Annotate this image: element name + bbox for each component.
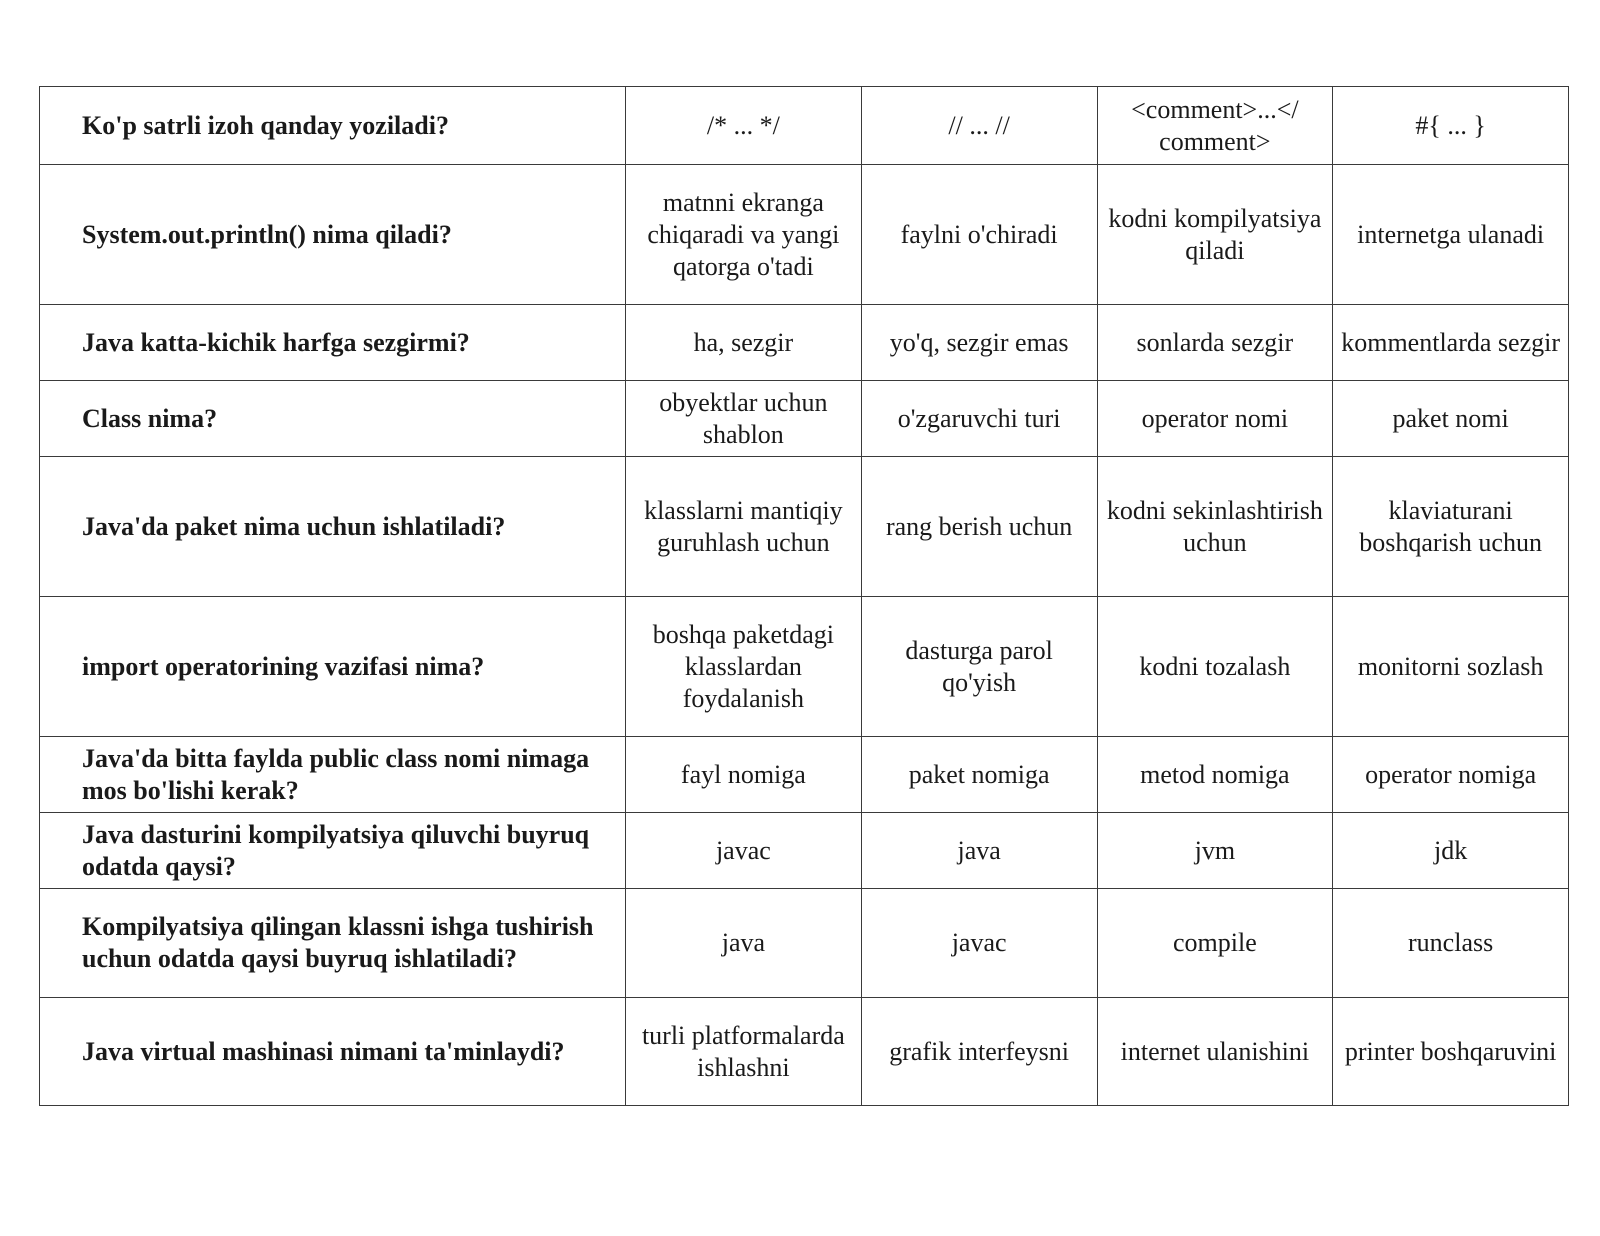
quiz-table <box>39 86 1569 1106</box>
answer-option-cell: javac <box>626 813 862 889</box>
answer-option-cell: monitorni sozlash <box>1333 597 1569 737</box>
table-row <box>40 305 1569 381</box>
question-cell: Java'da paket nima uchun ishlatiladi? <box>40 457 626 597</box>
answer-option-cell: kodni kompilyatsiya qiladi <box>1097 165 1333 305</box>
table-row <box>40 381 1569 457</box>
question-cell: Java dasturini kompilyatsiya qiluvchi buyruq odatda qaysi? <box>40 813 626 889</box>
answer-option-cell: <comment>...</ comment> <box>1097 87 1333 165</box>
answer-option-cell: /* ... */ <box>626 87 862 165</box>
answer-option-cell: o'zgaruvchi turi <box>861 381 1097 457</box>
answer-option-cell: compile <box>1097 889 1333 998</box>
answer-option-cell: javac <box>861 889 1097 998</box>
answer-option-cell: paket nomiga <box>861 737 1097 813</box>
answer-option-cell: internetga ulanadi <box>1333 165 1569 305</box>
answer-option-cell: #{ ... } <box>1333 87 1569 165</box>
answer-option-cell: java <box>626 889 862 998</box>
answer-option-cell: operator nomi <box>1097 381 1333 457</box>
question-cell: Ko'p satrli izoh qanday yoziladi? <box>40 87 626 165</box>
table-row <box>40 998 1569 1106</box>
question-cell: Java virtual mashinasi nimani ta'minlaydi? <box>40 998 626 1106</box>
table-row <box>40 165 1569 305</box>
answer-option-cell: boshqa paketdagi klasslardan foydalanish <box>626 597 862 737</box>
answer-option-cell: klaviaturani boshqarish uchun <box>1333 457 1569 597</box>
answer-option-cell: kodni tozalash <box>1097 597 1333 737</box>
table-row <box>40 813 1569 889</box>
answer-option-cell: jvm <box>1097 813 1333 889</box>
answer-option-cell: grafik interfeysni <box>861 998 1097 1106</box>
answer-option-cell: printer boshqaruvini <box>1333 998 1569 1106</box>
answer-option-cell: kodni sekinlashtirish uchun <box>1097 457 1333 597</box>
answer-option-cell: metod nomiga <box>1097 737 1333 813</box>
answer-option-cell: operator nomiga <box>1333 737 1569 813</box>
question-cell: Java'da bitta faylda public class nomi nimaga mos bo'lishi kerak? <box>40 737 626 813</box>
question-cell: import operatorining vazifasi nima? <box>40 597 626 737</box>
answer-option-cell: runclass <box>1333 889 1569 998</box>
answer-option-cell: sonlarda sezgir <box>1097 305 1333 381</box>
answer-option-cell: internet ulanishini <box>1097 998 1333 1106</box>
answer-option-cell: java <box>861 813 1097 889</box>
table-row <box>40 457 1569 597</box>
answer-option-cell: klasslarni mantiqiy guruhlash uchun <box>626 457 862 597</box>
answer-option-cell: paket nomi <box>1333 381 1569 457</box>
question-cell: Class nima? <box>40 381 626 457</box>
table-row <box>40 889 1569 998</box>
answer-option-cell: ha, sezgir <box>626 305 862 381</box>
table-row <box>40 737 1569 813</box>
answer-option-cell: faylni o'chiradi <box>861 165 1097 305</box>
question-cell: Java katta-kichik harfga sezgirmi? <box>40 305 626 381</box>
answer-option-cell: kommentlarda sezgir <box>1333 305 1569 381</box>
answer-option-cell: fayl nomiga <box>626 737 862 813</box>
answer-option-cell: yo'q, sezgir emas <box>861 305 1097 381</box>
question-cell: Kompilyatsiya qilingan klassni ishga tushirish uchun odatda qaysi buyruq ishlatiladi? <box>40 889 626 998</box>
answer-option-cell: matnni ekranga chiqaradi va yangi qatorga o'tadi <box>626 165 862 305</box>
answer-option-cell: dasturga parol qo'yish <box>861 597 1097 737</box>
question-cell: System.out.println() nima qiladi? <box>40 165 626 305</box>
answer-option-cell: rang berish uchun <box>861 457 1097 597</box>
table-row <box>40 597 1569 737</box>
answer-option-cell: turli platformalarda ishlashni <box>626 998 862 1106</box>
answer-option-cell: // ... // <box>861 87 1097 165</box>
answer-option-cell: obyektlar uchun shablon <box>626 381 862 457</box>
table-row <box>40 87 1569 165</box>
quiz-body <box>40 87 1569 1106</box>
answer-option-cell: jdk <box>1333 813 1569 889</box>
